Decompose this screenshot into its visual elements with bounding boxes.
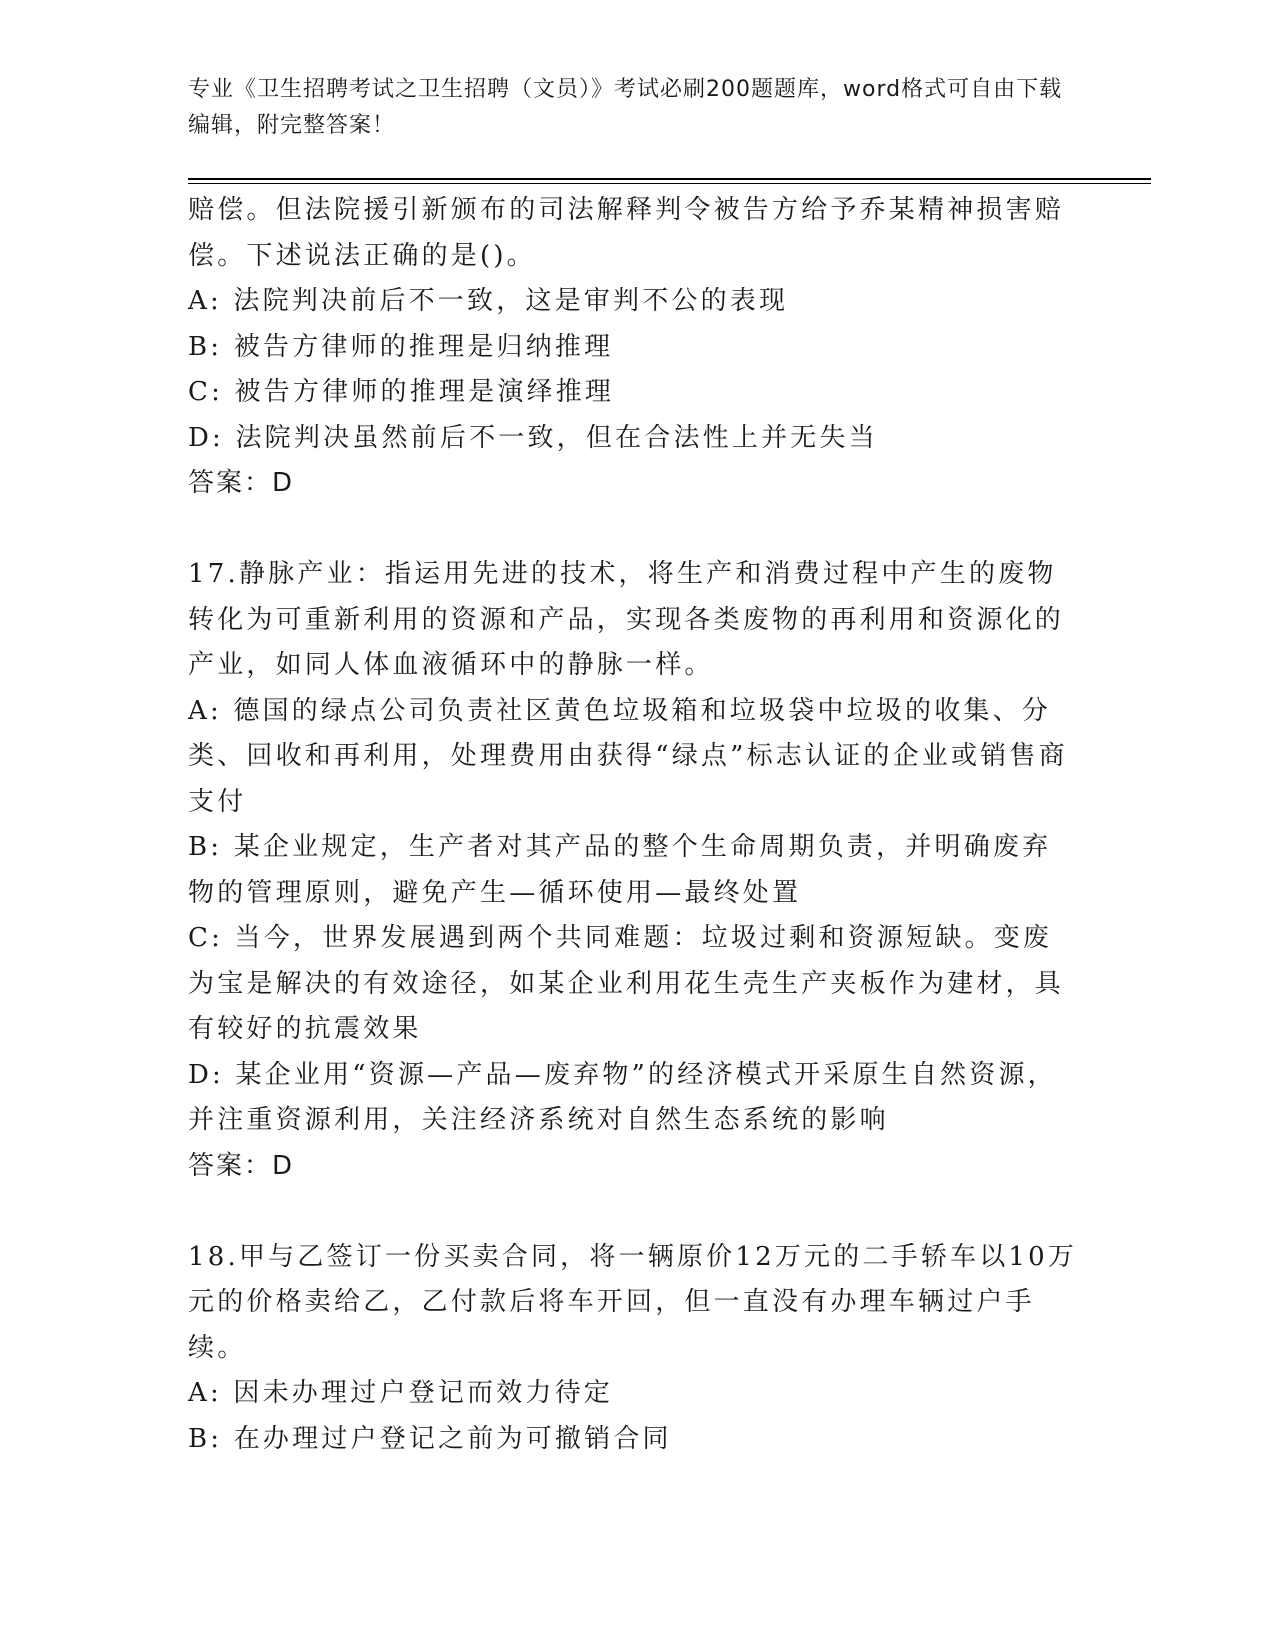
option-c: C: 当今，世界发展遇到两个共同难题：垃圾过剩和资源短缺。变废为宝是解决的有效途径，如某企业利用花生壳生产夹板作为建材，具有较好的抗震效果 bbox=[188, 923, 1065, 1044]
option-a: A: 法院判决前后不一致，这是审判不公的表现 bbox=[188, 286, 789, 316]
question-stem: 17.静脉产业：指运用先进的技术，将生产和消费过程中产生的废物转化为可重新利用的资源和产品，实现各类废物的再利用和资源化的产业，如同人体血液循环中的静脉一样。 bbox=[188, 559, 1065, 680]
spacer bbox=[188, 507, 1078, 553]
option-a: A: 德国的绿点公司负责社区黄色垃圾箱和垃圾袋中垃圾的收集、分类、回收和再利用，处理费用由获得“绿点”标志认证的企业或销售商支付 bbox=[188, 695, 1068, 817]
spacer bbox=[188, 1189, 1078, 1235]
header-rule-thin bbox=[188, 183, 1151, 184]
option-d: D: 法院判决虽然前后不一致，但在合法性上并无失当 bbox=[188, 422, 878, 453]
option-a: A: 因未办理过户登记而效力待定 bbox=[188, 1378, 614, 1408]
option-c: C: 被告方律师的推理是演绎推理 bbox=[188, 377, 615, 407]
question-17 bbox=[188, 552, 1078, 1189]
question-stem: 18.甲与乙签订一份买卖合同，将一辆原价12万元的二手轿车以10万元的价格卖给乙，乙付款后将车开回，但一直没有办理车辆过户手续。 bbox=[188, 1241, 1078, 1363]
answer: 答案：D bbox=[188, 1150, 295, 1181]
page-header: 专业《卫生招聘考试之卫生招聘（文员）》考试必刷200题题库，word格式可自由下载编辑，附完整答案！ bbox=[188, 77, 1063, 138]
option-b: B: 某企业规定，生产者对其产品的整个生命周期负责，并明确废弃物的管理原则，避免产生—循环使用—最终处置 bbox=[188, 832, 1052, 908]
question-16 bbox=[188, 188, 1078, 507]
document-body bbox=[188, 188, 1078, 1462]
header-rule-thick bbox=[188, 178, 1151, 180]
option-d: D: 某企业用“资源—产品—废弃物”的经济模式开采原生自然资源，并注重资源利用，关注经济系统对自然生态系统的影响 bbox=[188, 1059, 1057, 1135]
option-b: B: 在办理过户登记之前为可撤销合同 bbox=[188, 1423, 672, 1454]
question-18 bbox=[188, 1235, 1078, 1463]
question-stem: 赔偿。但法院援引新颁布的司法解释判令被告方给予乔某精神损害赔偿。下述说法正确的是()。 bbox=[188, 195, 1065, 271]
option-b: B: 被告方律师的推理是归纳推理 bbox=[188, 331, 614, 362]
answer: 答案：D bbox=[188, 468, 295, 498]
